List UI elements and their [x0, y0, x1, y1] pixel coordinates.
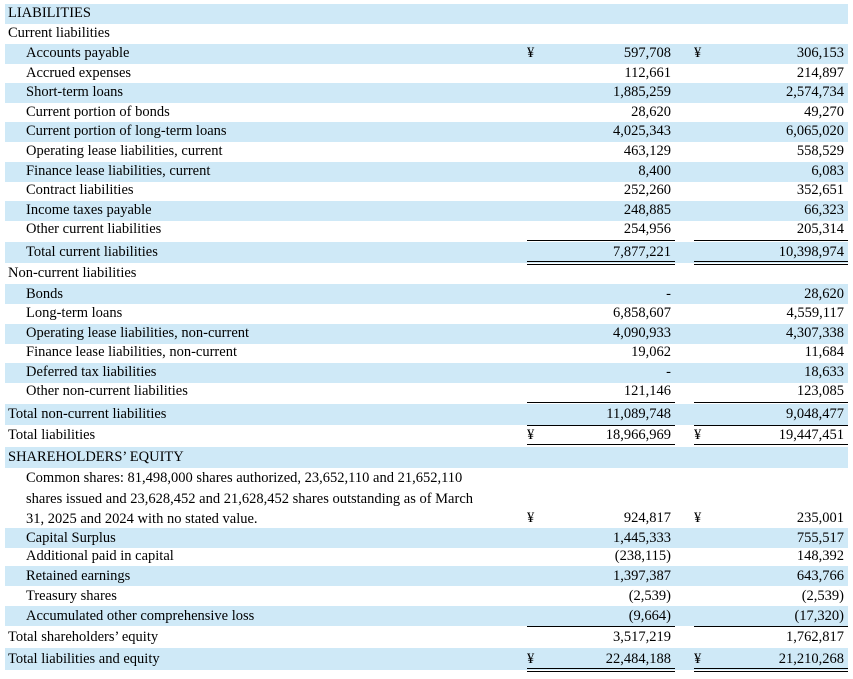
value-2025: 8,400: [638, 163, 671, 179]
row-label: Accounts payable: [26, 45, 130, 61]
value-2024: (17,320): [794, 608, 844, 624]
statement-row-short-term-loans: [5, 83, 848, 103]
statement-row-non-current-liabilities: [5, 264, 848, 284]
row-label: Current portion of bonds: [26, 104, 170, 120]
value-2025: (9,664): [628, 608, 671, 624]
row-label: Operating lease liabilities, current: [26, 143, 223, 159]
subtotal-rule: [694, 402, 848, 403]
value-2024: 21,210,268: [778, 651, 844, 667]
value-2024: 9,048,477: [786, 406, 844, 422]
value-2024: 2,574,734: [786, 84, 844, 100]
statement-row-finance-lease-liabilities-current: [5, 162, 848, 182]
statement-row-total-current-liabilities: [5, 242, 848, 263]
row-label: Long-term loans: [26, 305, 123, 321]
value-2025: 28,620: [631, 104, 671, 120]
value-2024: 352,651: [796, 182, 844, 198]
value-2025: (2,539): [628, 588, 671, 604]
value-2025: 924,817: [623, 510, 671, 526]
value-2025: 597,708: [623, 45, 671, 61]
statement-row-income-taxes-payable: [5, 201, 848, 221]
statement-row-retained-earnings: [5, 566, 848, 586]
statement-row-contract-liabilities: [5, 181, 848, 201]
value-2024: 6,065,020: [786, 123, 844, 139]
statement-row-capital-surplus: [5, 528, 848, 548]
statement-row-treasury-shares: [5, 586, 848, 606]
row-label: Retained earnings: [26, 568, 131, 584]
currency-symbol-2025: ¥: [527, 510, 535, 526]
row-label: Total liabilities: [8, 427, 96, 443]
row-label: LIABILITIES: [8, 5, 91, 21]
value-2025: 1,445,333: [613, 530, 671, 546]
row-label: Total non-current liabilities: [8, 406, 167, 422]
statement-row-total-shareholders-equity: [5, 627, 848, 648]
row-label: Total shareholders’ equity: [8, 629, 159, 645]
currency-symbol-2025: ¥: [527, 427, 535, 443]
statement-row-total-liabilities-and-equity: [5, 648, 848, 670]
row-label: Capital Surplus: [26, 530, 116, 546]
value-2025: 22,484,188: [605, 651, 671, 667]
row-label: Common shares: 81,498,000 shares authorized, 23,652,110 and 21,652,110 shares issued and 23,628,452 and 21,628,452 shares outstanding as of March 31, 2025 and 2024 with no stated value.: [26, 470, 474, 527]
value-2024: 148,392: [796, 548, 844, 564]
row-label: Contract liabilities: [26, 182, 134, 198]
subtotal-rule: [694, 240, 848, 241]
value-2025: 121,146: [623, 383, 671, 399]
value-2024: 1,762,817: [786, 629, 844, 645]
value-2025: (238,115): [614, 548, 671, 564]
currency-symbol-2025: ¥: [527, 651, 535, 667]
statement-row-common-shares-81-498-000-shares-authorized-23-65: [5, 468, 848, 529]
value-2024: 306,153: [796, 45, 844, 61]
total-double-rule: [527, 668, 675, 672]
currency-symbol-2024: ¥: [694, 510, 702, 526]
row-label: Finance lease liabilities, current: [26, 163, 211, 179]
statement-row-bonds: [5, 284, 848, 304]
value-2025: -: [666, 364, 671, 380]
value-2025: 248,885: [623, 202, 671, 218]
statement-row-long-term-loans: [5, 304, 848, 324]
statement-row-shareholders-equity: [5, 447, 848, 468]
row-label: Short-term loans: [26, 84, 124, 100]
row-label: Other non-current liabilities: [26, 383, 188, 399]
value-2024: 123,085: [796, 383, 844, 399]
row-label: Treasury shares: [26, 588, 117, 604]
statement-row-additional-paid-in-capital: [5, 547, 848, 567]
row-label: Non-current liabilities: [8, 265, 137, 281]
value-2025: 252,260: [623, 182, 671, 198]
value-2025: 11,089,748: [606, 406, 671, 422]
value-2025: 1,397,387: [613, 568, 671, 584]
row-label: Finance lease liabilities, non-current: [26, 344, 237, 360]
value-2024: 6,083: [811, 163, 844, 179]
statement-row-accrued-expenses: [5, 64, 848, 84]
value-2025: 3,517,219: [613, 629, 671, 645]
value-2024: 755,517: [796, 530, 844, 546]
total-double-rule: [694, 668, 848, 672]
currency-symbol-2024: ¥: [694, 45, 702, 61]
row-label: Total current liabilities: [26, 244, 158, 260]
statement-row-operating-lease-liabilities-non-current: [5, 324, 848, 344]
row-label: Total liabilities and equity: [8, 651, 160, 667]
row-label: Operating lease liabilities, non-current: [26, 325, 250, 341]
row-label: Additional paid in capital: [26, 548, 174, 564]
value-2024: 18,633: [804, 364, 844, 380]
value-2025: 254,956: [623, 221, 671, 237]
value-2024: 4,307,338: [786, 325, 844, 341]
value-2025: 112,661: [624, 65, 671, 81]
currency-symbol-2025: ¥: [527, 45, 535, 61]
value-2025: 7,877,221: [613, 244, 671, 260]
value-2024: (2,539): [801, 588, 844, 604]
value-2025: 4,090,933: [613, 325, 671, 341]
statement-row-finance-lease-liabilities-non-current: [5, 343, 848, 363]
row-label: Accumulated other comprehensive loss: [26, 608, 255, 624]
statement-row-total-liabilities: [5, 425, 848, 446]
subtotal-rule: [527, 402, 675, 403]
value-2024: 28,620: [804, 286, 844, 302]
row-label: Bonds: [26, 286, 64, 302]
value-2025: 1,885,259: [613, 84, 671, 100]
value-2025: 18,966,969: [605, 427, 671, 443]
statement-row-other-non-current-liabilities: [5, 382, 848, 402]
row-label: Deferred tax liabilities: [26, 364, 157, 380]
value-2024: 19,447,451: [778, 427, 844, 443]
statement-row-other-current-liabilities: [5, 220, 848, 240]
row-label: Income taxes payable: [26, 202, 152, 218]
statement-row-accounts-payable: [5, 44, 848, 64]
value-2025: 19,062: [631, 344, 671, 360]
statement-row-current-portion-of-bonds: [5, 103, 848, 123]
value-2024: 643,766: [796, 568, 844, 584]
value-2024: 558,529: [796, 143, 844, 159]
currency-symbol-2024: ¥: [694, 427, 702, 443]
statement-row-total-non-current-liabilities: [5, 404, 848, 425]
subtotal-rule: [527, 240, 675, 241]
value-2025: 6,858,607: [613, 305, 671, 321]
row-label: SHAREHOLDERS’ EQUITY: [8, 449, 184, 465]
statement-row-deferred-tax-liabilities: [5, 363, 848, 383]
value-2024: 205,314: [796, 221, 844, 237]
statement-row-current-liabilities: [5, 24, 848, 44]
statement-row-operating-lease-liabilities-current: [5, 142, 848, 162]
statement-row-liabilities: [5, 4, 848, 24]
statement-row-current-portion-of-long-term-loans: [5, 122, 848, 142]
value-2024: 10,398,974: [778, 244, 844, 260]
row-label: Accrued expenses: [26, 65, 132, 81]
row-label: Other current liabilities: [26, 221, 162, 237]
value-2025: -: [666, 286, 671, 302]
row-label: Current liabilities: [8, 25, 110, 41]
row-label: Current portion of long-term loans: [26, 123, 227, 139]
value-2025: 4,025,343: [613, 123, 671, 139]
value-2024: 235,001: [796, 510, 844, 526]
value-2024: 4,559,117: [786, 305, 844, 321]
value-2024: 214,897: [796, 65, 844, 81]
statement-row-accumulated-other-comprehensive-loss: [5, 606, 848, 626]
currency-symbol-2024: ¥: [694, 651, 702, 667]
value-2024: 66,323: [804, 202, 844, 218]
value-2024: 11,684: [804, 344, 844, 360]
value-2025: 463,129: [623, 143, 671, 159]
value-2024: 49,270: [804, 104, 844, 120]
